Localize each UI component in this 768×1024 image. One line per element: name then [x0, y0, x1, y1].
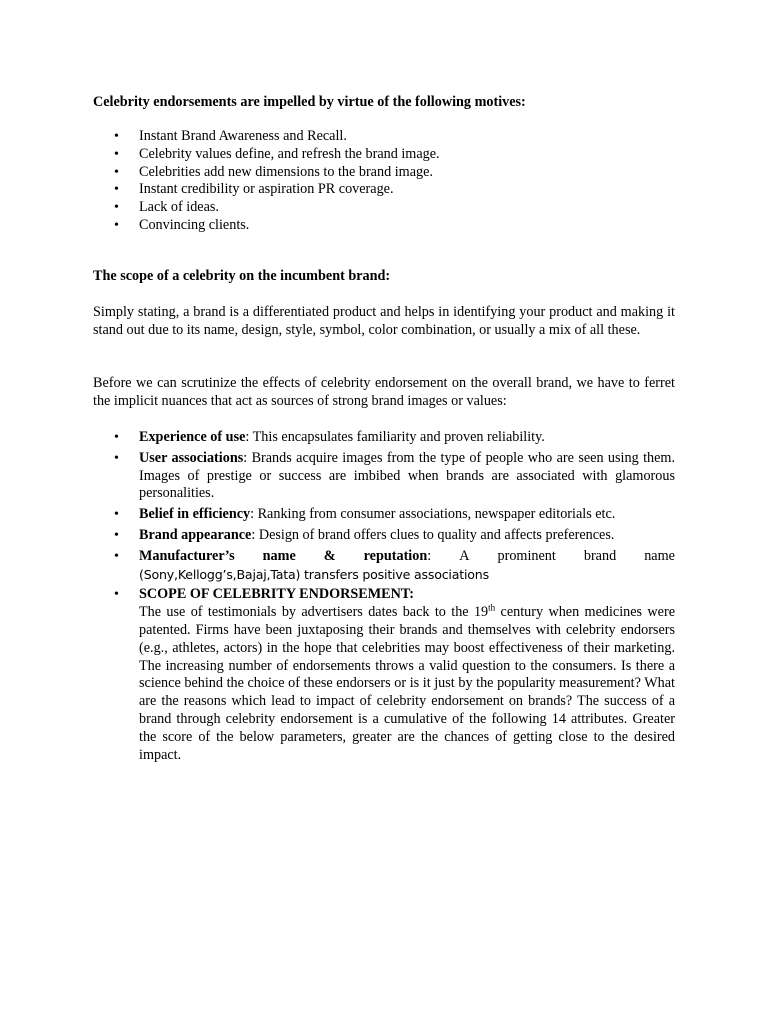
scope-heading: The scope of a celebrity on the incumbent brand: [93, 268, 391, 284]
item-term: Belief in efficiency [139, 506, 251, 523]
scope-text [139, 604, 675, 764]
scrutinize-paragraph: Before we can scrutinize the effects of celebrity endorsement on the overall brand, we have to ferret the implicit nuances that act as sources of strong brand images or values: [93, 375, 675, 409]
brand-definition-paragraph: Simply stating, a brand is a differentiated product and helps in identifying your product and making it stand out due to its name, design, style, symbol, color combination, or usually a mix of all these. [93, 304, 675, 338]
item-text: : Design of brand offers clues to quality and affects preferences. [251, 526, 615, 543]
list-item: • Celebrity values define, and refresh the brand image. [93, 146, 675, 164]
scope-text-part1: The use of testimonials by advertisers dates back to the 19 [139, 604, 489, 621]
superscript: th [488, 602, 496, 613]
scope-title: • SCOPE OF CELEBRITY ENDORSEMENT: [139, 586, 414, 603]
list-item: • Celebrities add new dimensions to the brand image. [93, 164, 675, 182]
list-item [93, 450, 675, 503]
colon: : [427, 547, 432, 564]
manufacturer-term-4-text: reputation [363, 547, 428, 564]
manufacturer-word: name [644, 547, 675, 564]
manufacturer-examples: (Sony,Kellogg’s,Bajaj,Tata) transfers positive associations [139, 566, 489, 582]
item-text: : This encapsulates familiarity and proven reliability. [245, 429, 545, 445]
brand-sources-list [93, 429, 675, 767]
list-item [93, 527, 675, 545]
manufacturer-term-4 [364, 548, 432, 566]
list-item: • Convincing clients. [93, 217, 675, 235]
item-term: Experience of use [139, 429, 246, 445]
manufacturer-line [139, 548, 675, 566]
list-item [93, 506, 675, 524]
manufacturer-word: prominent [497, 547, 556, 564]
item-text: : Brands acquire images from the type of people who are seen using them. Images of prestige or success are imbibed when brands are associated with glamorous personalities. [139, 449, 675, 502]
list-item-manufacturer [93, 548, 675, 584]
motives-list [93, 128, 675, 235]
list-item: • Lack of ideas. [93, 199, 675, 217]
manufacturer-word: A [459, 547, 470, 564]
item-text: : Ranking from consumer associations, newspaper editorials etc. [250, 506, 616, 523]
list-item [93, 429, 675, 447]
list-item-scope [93, 586, 675, 764]
manufacturer-term-1: • Manufacturer’s [139, 547, 235, 564]
manufacturer-term-3: & [323, 547, 336, 564]
item-term: Brand appearance [139, 526, 252, 543]
list-item: • Instant credibility or aspiration PR coverage. [93, 181, 675, 199]
scope-text-part2: century when medicines were patented. Firms have been juxtaposing their brands and themselves with celebrity endorsers (e.g., athletes, actors) in the hope that celebrities may boost effectiveness of their marketing. The increasing number of endorsements throws a valid question to the consumers. Is there a science behind the choice of these endorsers or is it just by the popularity measurement? What are the reasons which lead to impact of celebrity endorsement on brands? The success of a brand through celebrity endorsement is a cumulative of the following 14 attributes. Greater the score of the below parameters, greater are the chances of getting close to the desired impact. [139, 604, 675, 763]
manufacturer-term-2: name [262, 547, 296, 564]
list-item: • Instant Brand Awareness and Recall. [93, 128, 675, 146]
item-term: User associations [139, 449, 244, 466]
manufacturer-word: brand [583, 547, 617, 564]
motives-heading: Celebrity endorsements are impelled by virtue of the following motives: [93, 94, 526, 110]
